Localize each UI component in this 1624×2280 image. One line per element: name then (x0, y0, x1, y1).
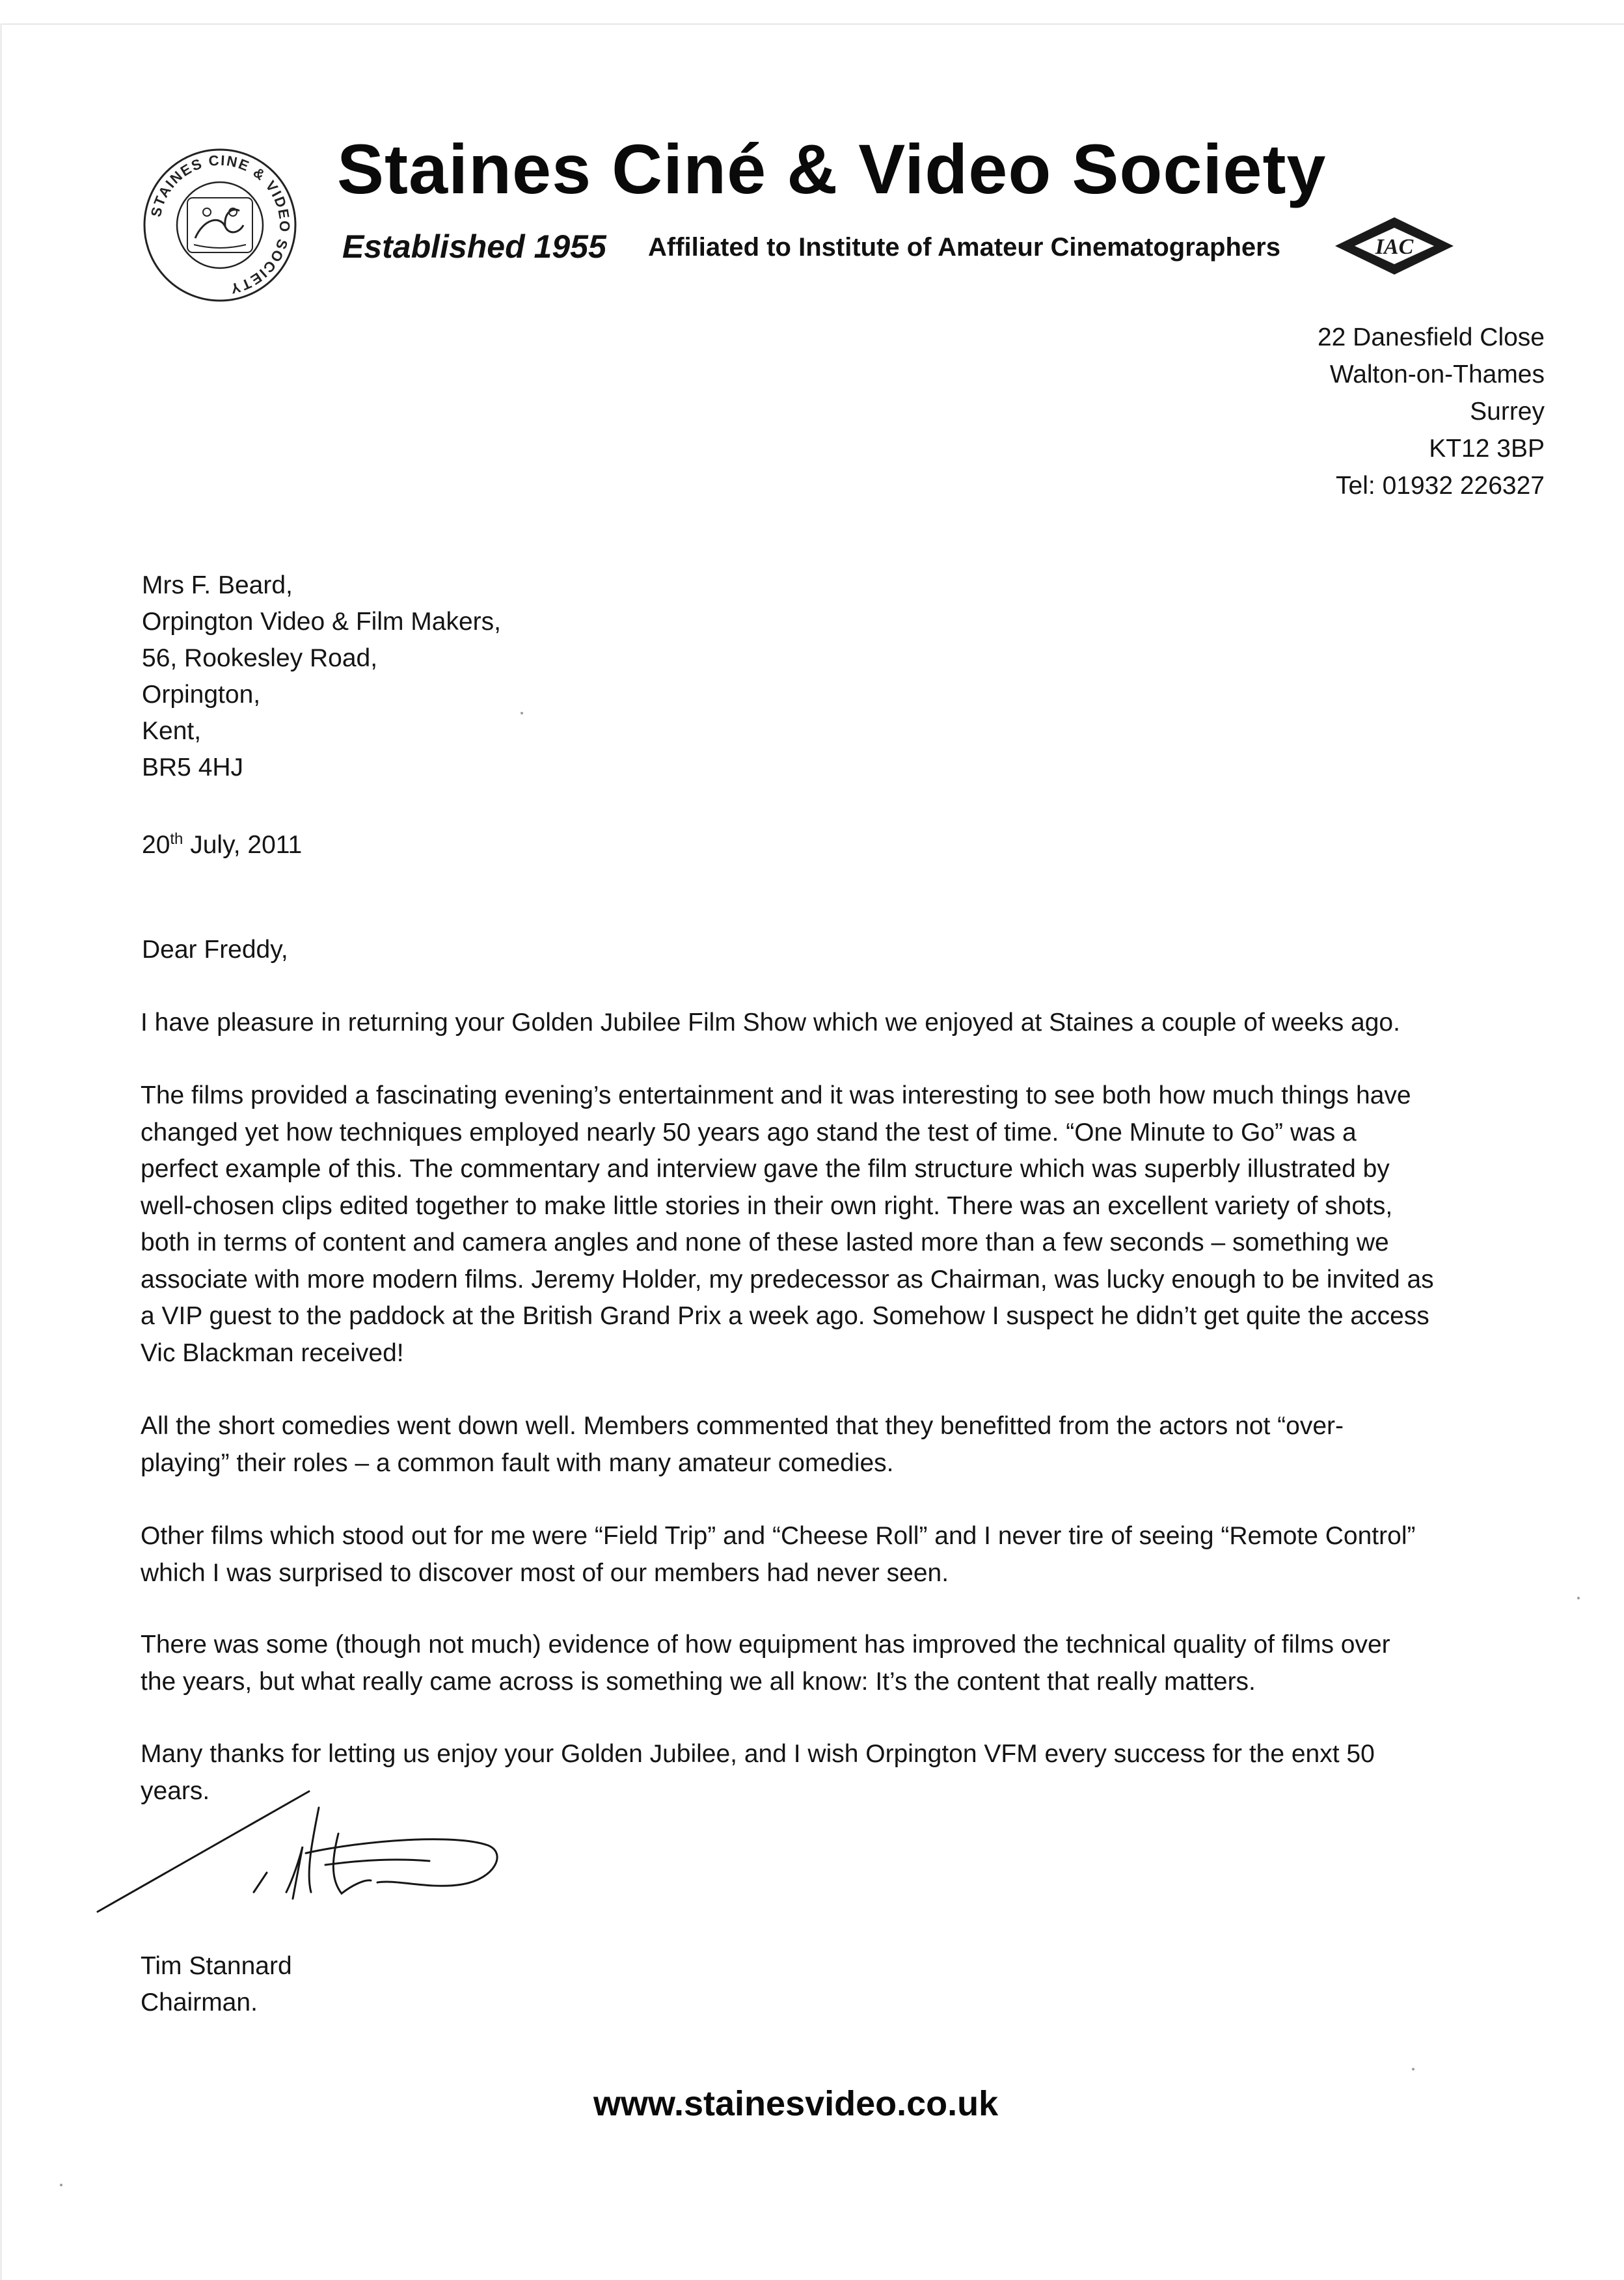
sender-telephone: Tel: 01932 226327 (1336, 472, 1545, 500)
paragraph-line: associate with more modern films. Jeremy Holder, my predecessor as Chairman, was lucky enough to be invited as (141, 1265, 1434, 1294)
sender-address-line: 22 Danesfield Close (1317, 323, 1545, 351)
scan-edge-left (0, 23, 2, 2280)
sender-address-line: Walton-on-Thames (1329, 360, 1545, 388)
svg-text:STAINES CINE & VIDEO SOCIETY (148, 152, 293, 297)
society-title: Staines Ciné & Video Society (337, 129, 1327, 208)
scan-speck (1577, 1597, 1580, 1599)
paragraph-2 (141, 1078, 1434, 1372)
recipient-line: BR5 4HJ (142, 753, 244, 781)
recipient-line: Orpington Video & Film Makers, (142, 608, 501, 636)
paragraph-line: the years, but what really came across is something we all know: It’s the content that really matters. (141, 1667, 1256, 1696)
date-suffix: th (170, 830, 183, 848)
paragraph-line: perfect example of this. The commentary and interview gave the film structure which was superbly illustrated by (141, 1155, 1390, 1183)
salutation: Dear Freddy, (142, 936, 288, 964)
paragraph-line: Vic Blackman received! (141, 1338, 404, 1367)
paragraph-line: I have pleasure in returning your Golden Jubilee Film Show which we enjoyed at Staines a couple of weeks ago. (141, 1009, 1400, 1037)
paragraph-line: both in terms of content and camera angles and none of these lasted more than a few seconds – something we (141, 1228, 1389, 1256)
paragraph-line: years. (141, 1776, 210, 1805)
affiliation-text: Affiliated to Institute of Amateur Cinematographers (648, 233, 1280, 262)
scan-speck (60, 2184, 62, 2186)
society-seal-logo (142, 147, 298, 303)
paragraph-1 (141, 1005, 1400, 1042)
footer-website: www.stainesvideo.co.uk (593, 2084, 999, 2123)
handwritten-signature (91, 1782, 508, 1938)
paragraph-line: Many thanks for letting us enjoy your Golden Jubilee, and I wish Orpington VFM every success for the enxt 50 (141, 1740, 1375, 1768)
recipient-line: Mrs F. Beard, (142, 571, 293, 599)
paragraph-5 (141, 1627, 1390, 1700)
established-text: Established 1955 (342, 228, 606, 265)
signatory-role: Chairman. (141, 1988, 258, 2016)
iac-logo (1333, 215, 1456, 277)
paragraph-line: All the short comedies went down well. Members commented that they benefitted from the actors not “over- (141, 1412, 1344, 1440)
paragraph-line: well-chosen clips edited together to make little stories in their own right. There was an excellent variety of shots, (141, 1191, 1393, 1220)
recipient-line: Kent, (142, 717, 202, 745)
signoff (141, 1948, 292, 2021)
date-day: 20 (142, 831, 170, 859)
sender-address (1318, 319, 1545, 504)
paragraph-line: There was some (though not much) evidence of how equipment has improved the technical quality of films over (141, 1631, 1390, 1659)
signatory-name: Tim Stannard (141, 1952, 292, 1980)
sender-address-line: KT12 3BP (1429, 435, 1545, 463)
scan-speck (1412, 2068, 1414, 2070)
sender-address-line: Surrey (1470, 398, 1545, 426)
paragraph-line: Other films which stood out for me were “Field Trip” and “Cheese Roll” and I never tire of seeing “Remote Control” (141, 1522, 1416, 1550)
paragraph-line: a VIP guest to the paddock at the British Grand Prix a week ago. Somehow I suspect he didn’t get quite the access (141, 1302, 1429, 1330)
recipient-address (142, 567, 501, 786)
paragraph-4 (141, 1518, 1415, 1592)
paragraph-line: The films provided a fascinating evening’s entertainment and it was interesting to see both how much things have (141, 1081, 1411, 1109)
recipient-line: 56, Rookesley Road, (142, 644, 378, 672)
paragraph-3 (141, 1408, 1344, 1482)
scan-edge-top (0, 23, 1624, 25)
recipient-line: Orpington, (142, 681, 261, 709)
paragraph-line: changed yet how techniques employed nearly 50 years ago stand the test of time. “One Minute to Go” was a (141, 1118, 1357, 1147)
iac-logo-text: IAC (1375, 235, 1414, 259)
paragraph-line: which I was surprised to discover most of our members had never seen. (141, 1558, 949, 1587)
seal-text: STAINES CINE & VIDEO SOCIETY (147, 152, 293, 297)
paragraph-line: playing” their roles – a common fault with many amateur comedies. (141, 1448, 894, 1477)
date-month-year: July, 2011 (183, 831, 303, 859)
letter-date (142, 821, 302, 863)
scan-speck (521, 712, 523, 714)
